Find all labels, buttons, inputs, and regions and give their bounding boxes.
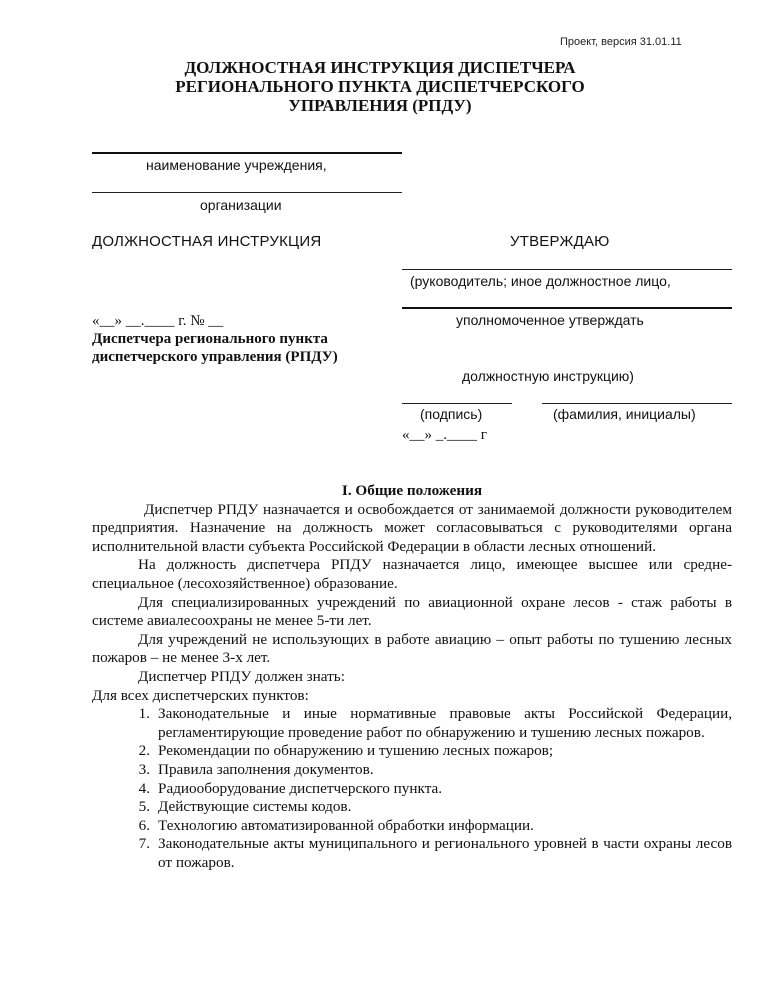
organization-underline [92,192,402,193]
approver-label: (руководитель; иное должностное лицо, [410,273,671,289]
approver-label-2: уполномоченное утверждать [456,312,644,328]
title-line: УПРАВЛЕНИЯ (РПДУ) [288,96,472,115]
signature-label: (подпись) [420,406,483,422]
paragraph: Для учреждений не использующих в работе авиацию – опыт работы по тушению лесных пожаров – не менее 3-х лет. [92,630,732,667]
title-line: ДОЛЖНОСТНАЯ ИНСТРУКЦИЯ ДИСПЕТЧЕРА [184,58,576,77]
institution-underline [92,152,402,154]
fullname-label: (фамилия, инициалы) [553,406,696,422]
paragraph: На должность диспетчера РПДУ назначается лицо, имеющее высшее или средне-специальное (лесохозяйственное) образование. [92,556,732,592]
institution-label: наименование учреждения, [146,157,327,173]
organization-label: организации [200,197,282,213]
document-title [150,58,610,115]
approver-underline-2 [402,307,732,309]
knowledge-list [92,705,732,872]
section-heading: I. Общие положения [341,482,483,499]
list-item: 1. Законодательные и иные нормативные правовые акты Российской Федерации, регламентирующие проведение работ по обнаружению и тушению лесных пожаров. [138,705,732,741]
list-item: 3. Правила заполнения документов. [138,760,374,778]
paragraph: Диспетчер РПДУ назначается и освобождается от занимаемой должности руководителем предприятия. Назначение на должность может согласовываться с руководителями органа исполнительной власти субъекта Российской Федерации в области лесных отношений. [92,500,732,555]
approval-heading: УТВЕРЖДАЮ [510,233,610,250]
doc-date-number: «__» __.____ г. № __ [92,313,224,329]
fullname-underline [542,403,732,404]
paragraph: Диспетчер РПДУ должен знать: [138,667,345,685]
document-body [92,482,732,872]
list-item: 6. Технологию автоматизированной обработки информации. [138,816,534,834]
position-name-line: Диспетчера регионального пункта [92,331,328,347]
list-item: 5. Действующие системы кодов. [138,798,352,816]
position-name-line: диспетчерского управления (РПДУ) [92,349,338,365]
paragraph: Для всех диспетчерских пунктов: [92,686,309,704]
approver-label-3: должностную инструкцию) [462,368,634,384]
left-heading: ДОЛЖНОСТНАЯ ИНСТРУКЦИЯ [92,233,322,250]
title-line: РЕГИОНАЛЬНОГО ПУНКТА ДИСПЕТЧЕРСКОГО [175,77,585,96]
approval-date: «__» _.____ г [402,427,487,443]
paragraph: Для специализированных учреждений по авиационной охране лесов - стаж работы в системе авиалесоохраны не менее 5-ти лет. [92,593,732,630]
signature-underline [402,403,512,404]
list-item: 2. Рекомендации по обнаружению и тушению лесных пожаров; [138,742,554,760]
list-item: 4. Радиооборудование диспетчерского пункта. [138,779,443,797]
version-note: Проект, версия 31.01.11 [560,36,682,48]
approver-underline [402,269,732,270]
list-item: 7. Законодательные акты муниципального и регионального уровней в части охраны лесов от пожаров. [138,835,732,871]
